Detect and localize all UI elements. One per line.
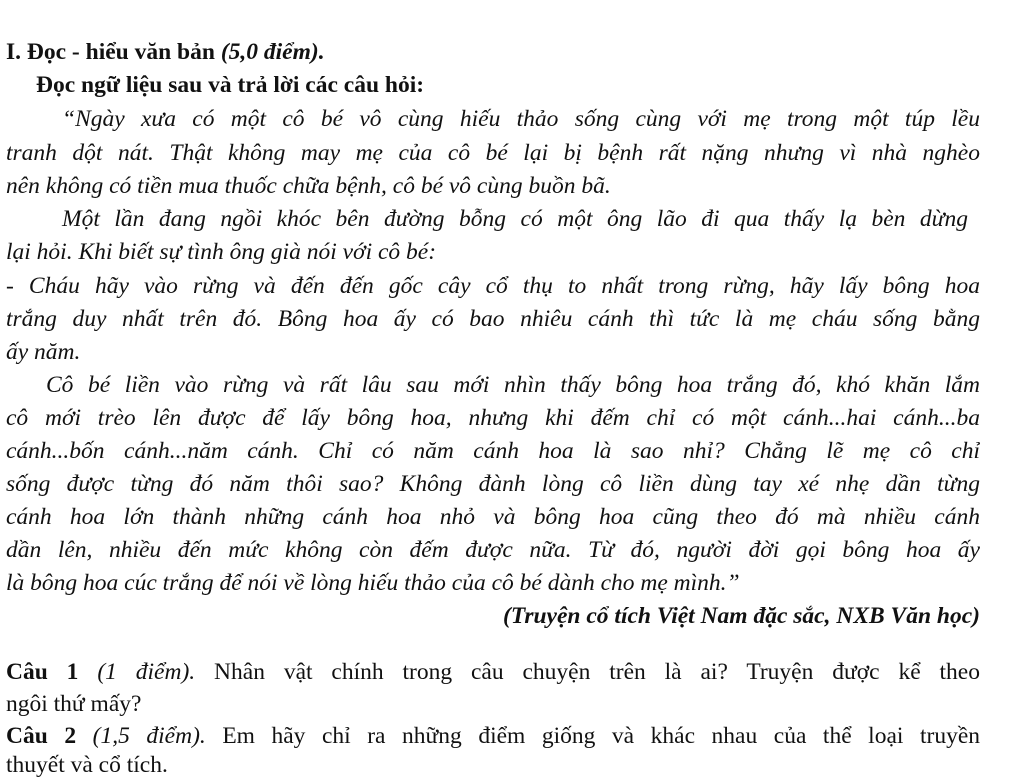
source-citation: (Truyện cổ tích Việt Nam đặc sắc, NXB Văn học) [503, 603, 980, 629]
question-score: (1,5 điểm). [92, 723, 206, 749]
passage-line: nên không có tiền mua thuốc chữa bệnh, cô bé vô cùng buồn bã. [6, 173, 611, 199]
question-label: Câu 1 [6, 659, 79, 685]
passage-line: trắng duy nhất trên đó. Bông hoa ấy có bao nhiêu cánh thì tức là mẹ cháu sống bằng [6, 306, 980, 332]
question-line [6, 656, 980, 688]
section-heading-label: I. Đọc - hiểu văn bản [6, 39, 215, 65]
passage-line: là bông hoa cúc trắng để nói về lòng hiếu thảo của cô bé dành cho mẹ mình.” [6, 570, 740, 596]
question-line-2: thuyết và cổ tích. [6, 752, 168, 778]
question-label: Câu 2 [6, 723, 77, 749]
question-line [6, 720, 980, 752]
passage-line: - Cháu hãy vào rừng và đến đến gốc cây cổ thụ to nhất trong rừng, hãy lấy bông hoa [6, 273, 980, 299]
passage-line: sống được từng đó năm thôi sao? Không đành lòng cô liền dùng tay xé nhẹ dần từng [6, 471, 980, 497]
passage-line: “Ngày xưa có một cô bé vô cùng hiếu thảo sống cùng với mẹ trong một túp lều [62, 106, 980, 132]
section-heading-score: (5,0 điểm). [220, 39, 325, 65]
section-heading [6, 36, 325, 68]
passage-line: ấy năm. [6, 339, 81, 365]
question-text: Em hãy chỉ ra những điểm giống và khác nhau của thể loại truyền [222, 723, 981, 749]
question-text: Nhân vật chính trong câu chuyện trên là ai? Truyện được kể theo [214, 659, 980, 685]
passage-line: cánh hoa lớn thành những cánh hoa nhỏ và bông hoa cũng theo đó mà nhiều cánh [6, 504, 980, 530]
question-score: (1 điểm). [97, 659, 196, 685]
instruction: Đọc ngữ liệu sau và trả lời các câu hỏi: [36, 72, 425, 98]
passage-line: cô mới trèo lên được để lấy bông hoa, nhưng khi đếm chỉ có một cánh...hai cánh...ba [6, 405, 980, 431]
passage-line: dần lên, nhiều đến mức không còn đếm được nữa. Từ đó, người đời gọi bông hoa ấy [6, 537, 980, 563]
passage-line: Một lần đang ngồi khóc bên đường bỗng có một ông lão đi qua thấy lạ bèn dừng [62, 206, 968, 232]
question-line-2: ngôi thứ mấy? [6, 691, 142, 717]
passage-line: Cô bé liền vào rừng và rất lâu sau mới nhìn thấy bông hoa trắng đó, khó khăn lắm [46, 372, 980, 398]
passage-line: lại hỏi. Khi biết sự tình ông già nói với cô bé: [6, 239, 437, 265]
passage-line: cánh...bốn cánh...năm cánh. Chỉ có năm cánh hoa là sao nhỉ? Chẳng lẽ mẹ cô chỉ [6, 438, 980, 464]
passage-line: tranh dột nát. Thật không may mẹ của cô bé lại bị bệnh rất nặng nhưng vì nhà nghèo [6, 140, 980, 166]
